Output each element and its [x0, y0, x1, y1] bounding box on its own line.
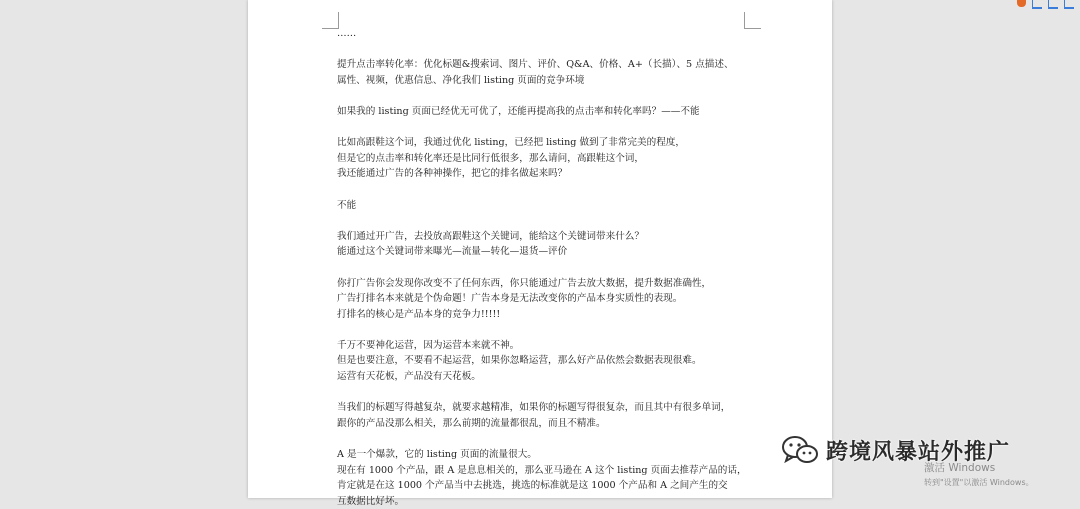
blank-line — [337, 213, 757, 229]
tray-icon[interactable] — [1048, 0, 1058, 9]
paragraph-line: 如果我的 listing 页面已经优无可优了，还能再提高我的点击率和转化率吗？——不能 — [337, 105, 700, 117]
paragraph-line: 千万不要神化运营，因为运营本来就不神。 — [337, 339, 520, 351]
paragraph-line: A 是一个爆款，它的 listing 页面的流量很大。 — [337, 449, 537, 461]
blank-line — [337, 88, 757, 104]
tray-icon[interactable] — [1032, 0, 1042, 9]
paragraph-line: 打排名的核心是产品本身的竞争力!!!!! — [337, 308, 501, 320]
activation-subtitle: 转到"设置"以激活 Windows。 — [924, 478, 1034, 487]
activation-title: 激活 Windows — [924, 462, 996, 474]
paragraph-line: 属性、视频，优惠信息、净化我们 listing 页面的竞争环境 — [337, 74, 585, 86]
blank-line — [337, 385, 757, 401]
blank-line — [337, 182, 757, 198]
blank-line — [337, 120, 757, 136]
paragraph-line: 提升点击率转化率：优化标题&搜索词、图片、评价、Q&A、价格、A+（长描）、5 点描述、 — [337, 59, 734, 71]
paragraph-line: 我还能通过广告的各种神操作，把它的排名做起来吗？ — [337, 168, 568, 180]
paragraph-line: 肯定就是在这 1000 个产品当中去挑选，挑选的标准就是这 1000 个产品和 A 之间产生的交 — [337, 480, 728, 492]
paragraph-line: 当我们的标题写得越复杂，就要求越精准，如果你的标题写得很复杂，而且其中有很多单词， — [337, 402, 731, 414]
paragraph-line: 能通过这个关键词带来曝光—流量—转化—退货—评价 — [337, 246, 568, 258]
blank-line — [337, 322, 757, 338]
paragraph-line: 比如高跟鞋这个词，我通过优化 listing，已经把 listing 做到了非常完美的程度， — [337, 137, 685, 149]
paragraph-line: 但是也要注意，不要看不起运营，如果你忽略运营，那么好产品依然会数据表现很难。 — [337, 355, 702, 367]
paragraph-line: 你打广告你会发现你改变不了任何东西，你只能通过广告去放大数据，提升数据准确性， — [337, 277, 712, 289]
paragraph-line: 现在有 1000 个产品，跟 A 是息息相关的，那么亚马逊在 A 这个 listing 页面去推荐产品的话， — [337, 464, 747, 476]
blank-line — [337, 42, 757, 58]
paragraph-line: 跟你的产品没那么相关，那么前期的流量都很乱，而且不精准。 — [337, 417, 606, 429]
paragraph-line: 但是它的点击率和转化率还是比同行低很多，那么请问，高跟鞋这个词， — [337, 152, 644, 164]
wechat-icon — [780, 434, 820, 466]
blank-line — [337, 431, 757, 447]
blank-line — [337, 260, 757, 276]
paragraph-line: 运营有天花板，产品没有天花板。 — [337, 371, 481, 383]
sogou-icon[interactable] — [1017, 0, 1026, 7]
paragraph-line: 互数据比好坏。 — [337, 495, 405, 507]
toolbar-icons — [1017, 0, 1074, 8]
document-page[interactable] — [248, 0, 832, 507]
paragraph-line: 我们通过开广告，去投放高跟鞋这个关键词，能给这个关键词带来什么？ — [337, 230, 644, 242]
paragraph-line: 广告打排名本来就是个伪命题！广告本身是无法改变你的产品本身实质性的表现。 — [337, 293, 683, 305]
tray-icon[interactable] — [1064, 0, 1074, 9]
paragraph-line: …… — [337, 28, 357, 39]
document-body[interactable] — [337, 26, 757, 509]
paragraph-line: 不能 — [337, 199, 357, 211]
windows-activation-notice — [924, 460, 1034, 488]
watermark-text: 跨境风暴站外推广 — [826, 439, 1011, 465]
